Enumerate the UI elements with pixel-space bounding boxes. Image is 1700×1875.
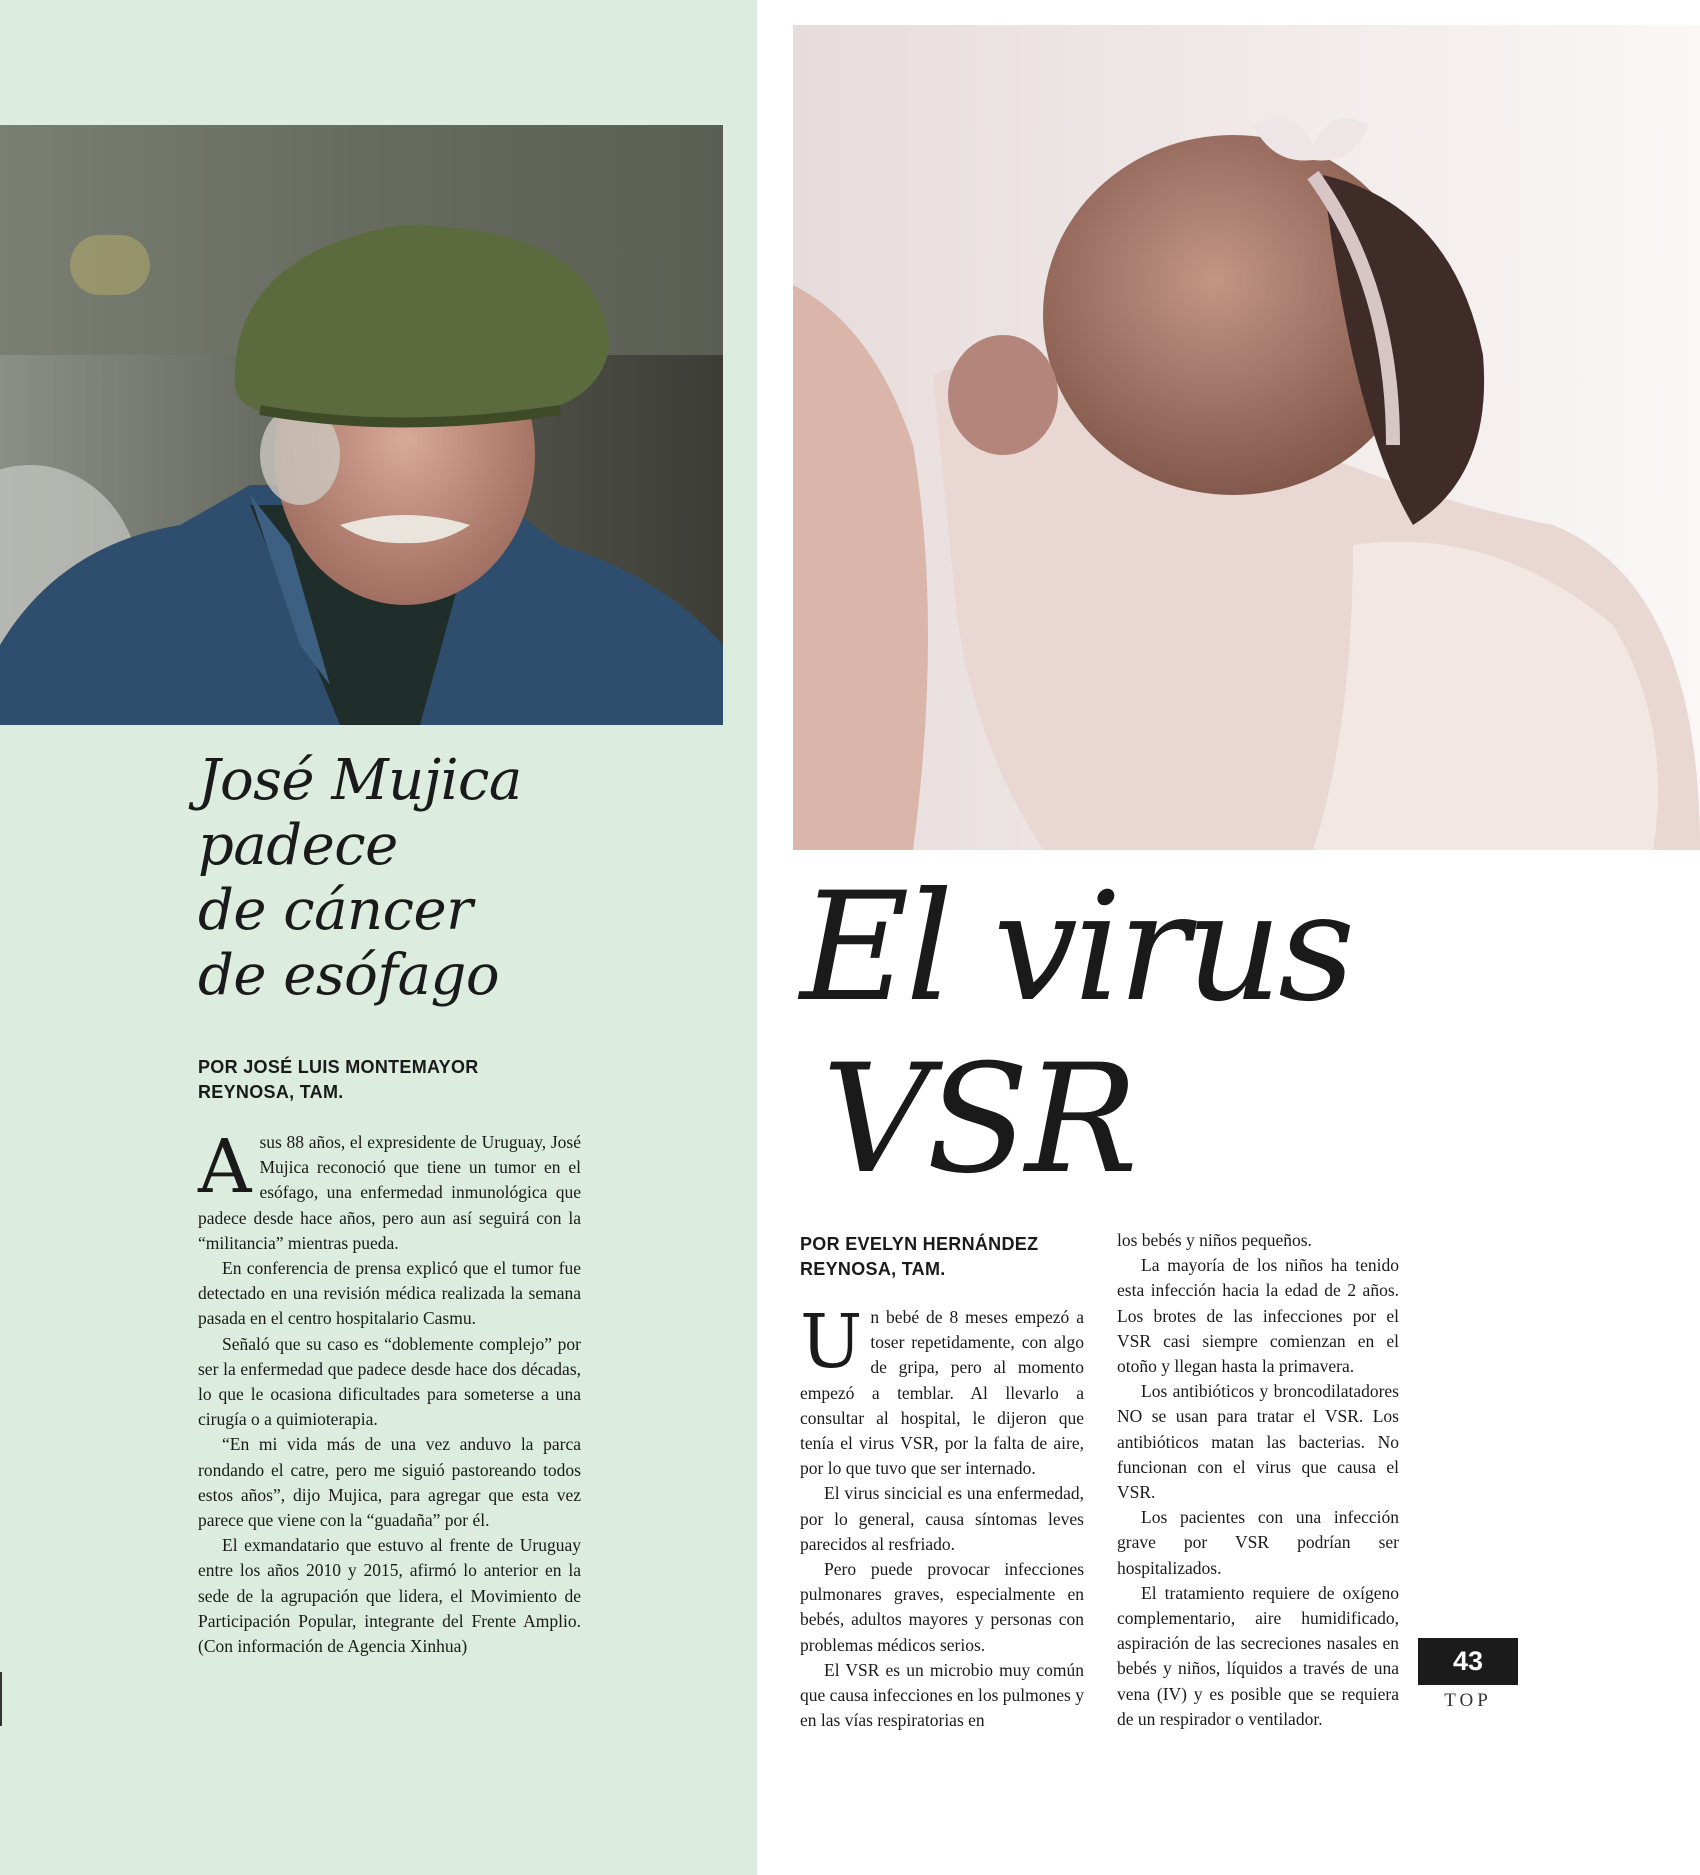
page-number: 43 bbox=[1418, 1638, 1518, 1685]
article-paragraph: El exmandatario que estuvo al frente de Uruguay entre los años 2010 y 2015, afirmó lo anterior en la sede de la agrupación que lidera, el Movimiento de Participación Popular, integrante del Frente Amplio. (Con información de Agencia Xinhua) bbox=[198, 1535, 581, 1657]
section-label: TOP bbox=[1444, 1690, 1492, 1711]
byline-author: POR EVELYN HERNÁNDEZ bbox=[800, 1234, 1039, 1254]
headline-line: El virus bbox=[800, 861, 1352, 1035]
vsr-byline bbox=[800, 1232, 1090, 1282]
article-paragraph: En conferencia de prensa explicó que el tumor fue detectado en una revisión médica realizada la semana pasada en el centro hospitalario Casmu. bbox=[198, 1258, 581, 1329]
mujica-byline bbox=[198, 1055, 598, 1105]
headline-line: José Mujica bbox=[198, 748, 522, 813]
headline-line: padece bbox=[198, 813, 398, 878]
article-paragraph: El VSR es un microbio muy común que causa infecciones en los pulmones y en las vías respiratorias en bbox=[800, 1659, 1084, 1731]
article-paragraph: Los pacientes con una infección grave por VSR podrían ser hospitalizados. bbox=[1117, 1507, 1399, 1578]
headline-line: de cáncer bbox=[198, 878, 473, 943]
article-paragraph: los bebés y niños pequeños. bbox=[1117, 1230, 1312, 1250]
vsr-article-column-2 bbox=[1117, 1228, 1399, 1732]
margin-mark bbox=[0, 1672, 2, 1726]
headline-line: VSR bbox=[822, 1033, 1135, 1207]
mujica-article-body bbox=[198, 1124, 581, 1659]
mujica-headline bbox=[198, 748, 718, 1008]
vsr-article-column-1 bbox=[800, 1299, 1084, 1733]
article-paragraph: Un bebé de 8 meses empezó a toser repetidamente, con algo de gripa, pero al momento empezó a temblar. Al llevarlo a consultar al hospital, le dijeron que tenía el virus VSR, por la falta de aire, por lo que tuvo que ser internado. bbox=[800, 1299, 1084, 1479]
byline-author: POR JOSÉ LUIS MONTEMAYOR bbox=[198, 1057, 479, 1077]
baby-photo bbox=[793, 25, 1700, 850]
article-paragraph: Asus 88 años, el expresidente de Uruguay, José Mujica reconoció que tiene un tumor en el esófago, una enfermedad inmunológica que padece desde hace años, pero aun así seguirá con la “militancia” mientras pueda. bbox=[198, 1124, 581, 1253]
drop-cap: A bbox=[198, 1124, 252, 1210]
article-paragraph: La mayoría de los niños ha tenido esta infección hacia la edad de 2 años. Los brotes de las infecciones por el VSR casi siempre comienzan en el otoño y llegan hasta la primavera. bbox=[1117, 1255, 1399, 1377]
drop-cap: U bbox=[800, 1299, 863, 1385]
article-paragraph: El virus sincicial es una enfermedad, por lo general, causa síntomas leves parecidos al resfriado. bbox=[800, 1483, 1084, 1554]
article-paragraph: El tratamiento requiere de oxígeno complementario, aire humidificado, aspiración de las secreciones nasales en bebés y niños, líquidos a través de una vena (IV) y es posible que se requiera de un respirador o ventilador. bbox=[1117, 1582, 1399, 1729]
article-paragraph: Los antibióticos y broncodilatadores NO se usan para tratar el VSR. Los antibióticos matan las bacterias. No funcionan con el virus que causa el VSR. bbox=[1117, 1381, 1399, 1503]
headline-line: de esófago bbox=[198, 943, 500, 1008]
byline-location: REYNOSA, TAM. bbox=[800, 1259, 946, 1279]
article-paragraph: Señaló que su caso es “doblemente complejo” por ser la enfermedad que padece desde hace dos décadas, lo que le ocasiona dificultades para someterse a una cirugía o a quimioterapia. bbox=[198, 1333, 581, 1430]
article-paragraph: “En mi vida más de una vez anduvo la parca rondando el catre, pero me siguió pastoreando todos estos años”, dijo Mujica, para agregar que esta vez parece que viene con la “guadaña” por él. bbox=[198, 1434, 581, 1531]
vsr-headline bbox=[800, 862, 1600, 1206]
mujica-photo bbox=[0, 125, 723, 725]
article-paragraph: Pero puede provocar infecciones pulmonares graves, especialmente en bebés, adultos mayores y personas con problemas médicos serios. bbox=[800, 1559, 1084, 1655]
byline-location: REYNOSA, TAM. bbox=[198, 1082, 344, 1102]
